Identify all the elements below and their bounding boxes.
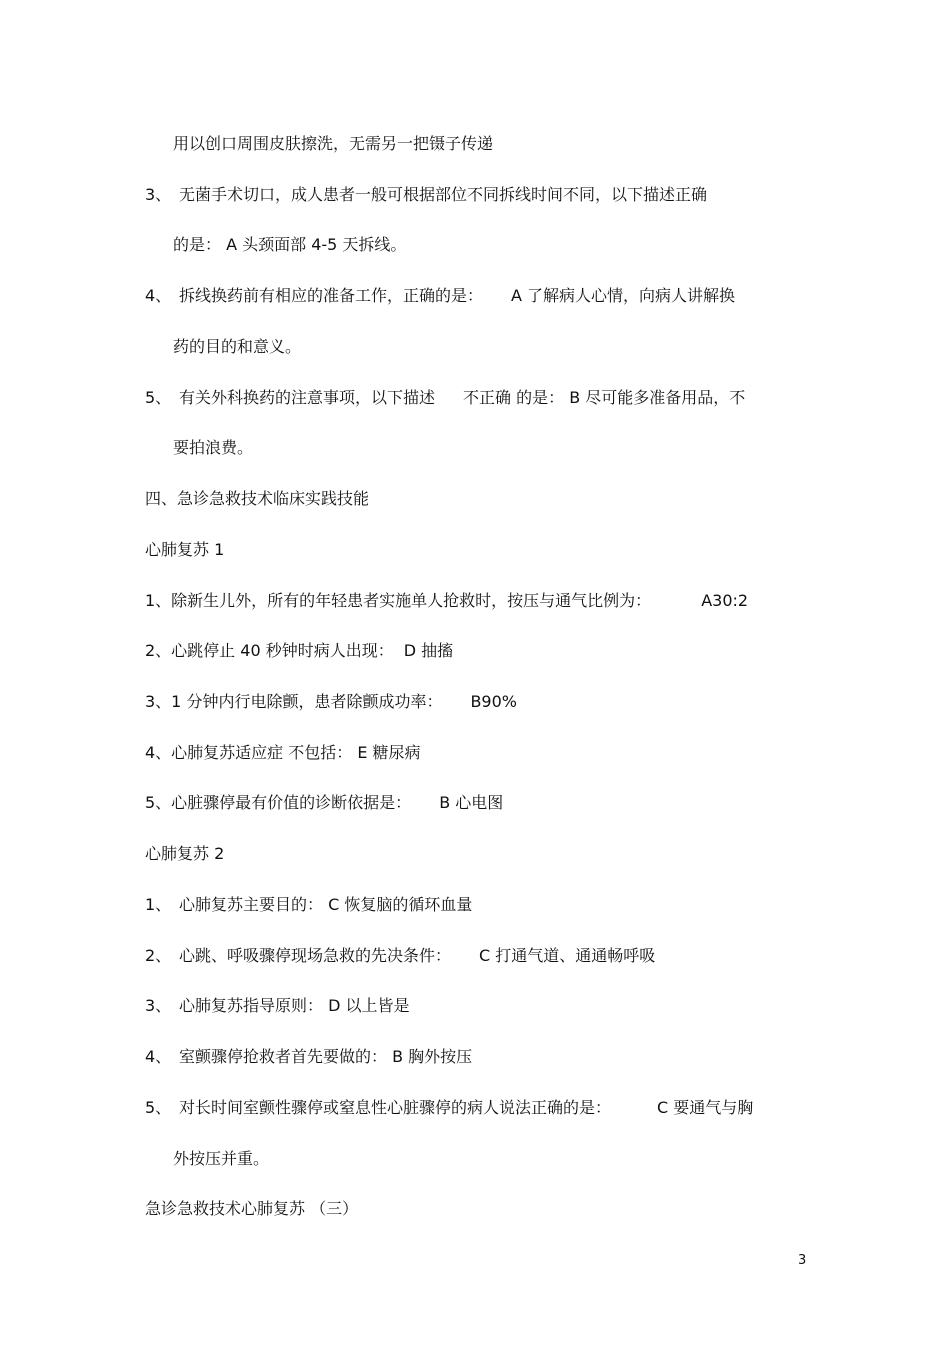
cpr1-question-3 bbox=[145, 692, 517, 712]
answer-text: B 心电图 bbox=[439, 793, 504, 812]
question-number: 5、 bbox=[145, 388, 172, 407]
question-text: 心肺复苏主要目的： C 恢复脑的循环血量 bbox=[179, 895, 473, 914]
question-text: 2、心跳停止 40 秒钟时病人出现： bbox=[145, 641, 394, 660]
question-4-line-2 bbox=[173, 337, 301, 357]
question-text: 要拍浪费。 bbox=[173, 438, 254, 457]
question-text: 外按压并重。 bbox=[173, 1149, 270, 1168]
cpr1-question-2 bbox=[145, 641, 453, 661]
question-4-line-1 bbox=[145, 286, 735, 306]
page-number: 3 bbox=[798, 1253, 807, 1268]
subsection-heading bbox=[145, 540, 224, 560]
text-span: 用以创口周围皮肤擦洗，无需另一把镊子传递 bbox=[173, 134, 494, 153]
answer-text: C 要通气与胸 bbox=[657, 1098, 754, 1117]
answer-text: A 了解病人心情，向病人讲解换 bbox=[511, 286, 736, 305]
answer-text: B90% bbox=[470, 692, 517, 711]
question-text: 室颤骤停抢救者首先要做的： B 胸外按压 bbox=[179, 1047, 473, 1066]
answer-text: A30:2 bbox=[701, 591, 749, 610]
cpr2-question-5-line-1 bbox=[145, 1098, 753, 1118]
subsection-heading bbox=[145, 844, 224, 864]
question-number: 3、 bbox=[145, 996, 172, 1015]
question-text: 无菌手术切口，成人患者一般可根据部位不同拆线时间不同，以下描述正确 bbox=[179, 185, 708, 204]
answer-text: C 打通气道、通通畅呼吸 bbox=[479, 946, 656, 965]
answer-text: 不正确 的是： B 尽可能多准备用品，不 bbox=[463, 388, 746, 407]
question-3-line-1 bbox=[145, 185, 707, 205]
question-text: 有关外科换药的注意事项，以下描述 bbox=[179, 388, 436, 407]
question-number: 2、 bbox=[145, 946, 172, 965]
text-line bbox=[173, 134, 493, 154]
question-text: 4、心肺复苏适应症 不包括： E 糖尿病 bbox=[145, 743, 421, 762]
question-5-line-2 bbox=[173, 438, 253, 458]
cpr2-question-4 bbox=[145, 1047, 472, 1067]
cpr2-question-5-line-2 bbox=[173, 1149, 269, 1169]
question-text: 心肺复苏指导原则： D 以上皆是 bbox=[179, 996, 410, 1015]
section-title: 四、急诊急救技术临床实践技能 bbox=[145, 489, 370, 508]
cpr1-question-1 bbox=[145, 591, 748, 611]
question-3-line-2 bbox=[173, 235, 406, 255]
subsection-title: 急诊急救技术心肺复苏 （三） bbox=[145, 1199, 359, 1218]
cpr2-question-1 bbox=[145, 895, 472, 915]
section-heading bbox=[145, 489, 369, 509]
question-5-line-1 bbox=[145, 388, 745, 408]
question-text: 5、心脏骤停最有价值的诊断依据是： bbox=[145, 793, 412, 812]
answer-text: D 抽搐 bbox=[403, 641, 454, 660]
question-text: 对长时间室颤性骤停或窒息性心脏骤停的病人说法正确的是： bbox=[179, 1098, 612, 1117]
question-text: 3、1 分钟内行电除颤，患者除颤成功率： bbox=[145, 692, 443, 711]
subsection-title: 心肺复苏 1 bbox=[145, 540, 225, 559]
subsection-heading bbox=[145, 1199, 358, 1219]
question-number: 4、 bbox=[145, 286, 172, 305]
cpr2-question-2 bbox=[145, 946, 655, 966]
cpr1-question-4 bbox=[145, 743, 421, 763]
cpr1-question-5 bbox=[145, 793, 503, 813]
question-number: 4、 bbox=[145, 1047, 172, 1066]
question-number: 3、 bbox=[145, 185, 172, 204]
question-text: 心跳、呼吸骤停现场急救的先决条件： bbox=[179, 946, 452, 965]
question-number: 1、 bbox=[145, 895, 172, 914]
subsection-title: 心肺复苏 2 bbox=[145, 844, 225, 863]
question-number: 5、 bbox=[145, 1098, 172, 1117]
question-text: 的是： A 头颈面部 4-5 天拆线。 bbox=[173, 235, 407, 254]
question-text: 药的目的和意义。 bbox=[173, 337, 302, 356]
question-text: 拆线换药前有相应的准备工作，正确的是： bbox=[179, 286, 484, 305]
question-text: 1、除新生儿外，所有的年轻患者实施单人抢救时，按压与通气比例为： bbox=[145, 591, 652, 610]
cpr2-question-3 bbox=[145, 996, 410, 1016]
